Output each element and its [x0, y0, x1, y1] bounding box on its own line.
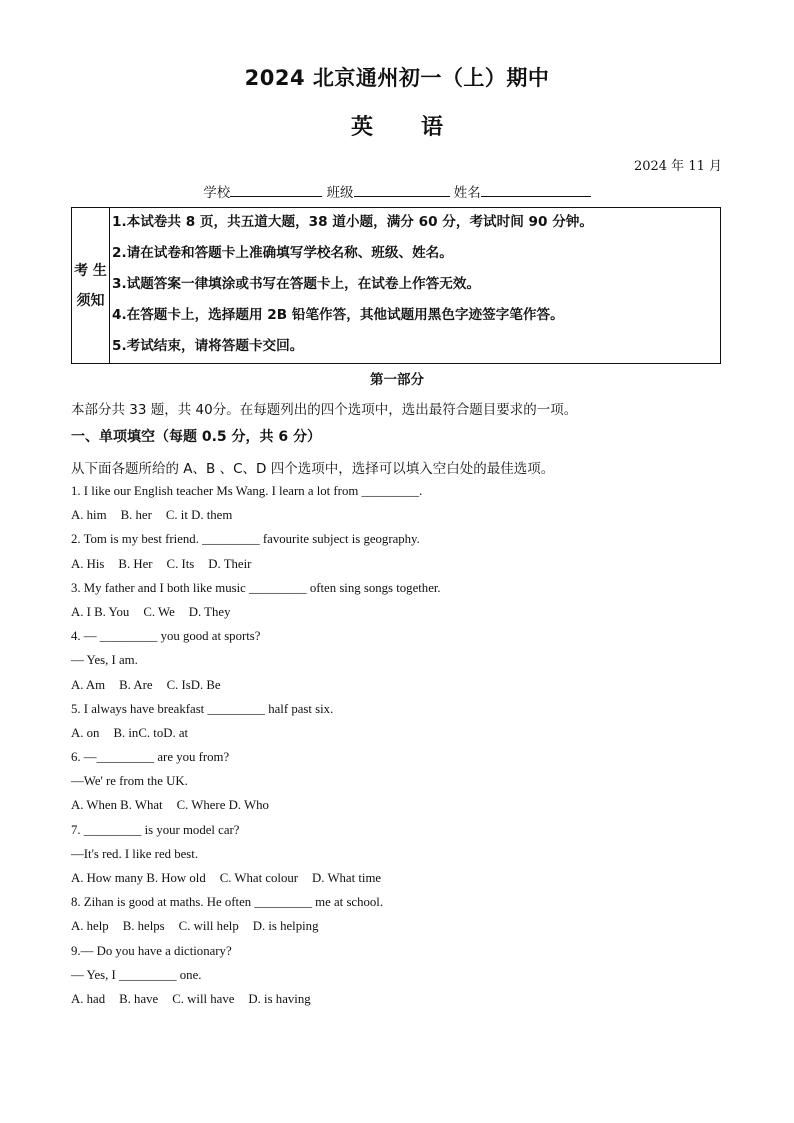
answer-option: B. helps — [122, 919, 165, 934]
question-stem: 1. I like our English teacher Ms Wang. I learn a lot from _________. — [71, 484, 423, 498]
question-list — [71, 481, 721, 1013]
question-options — [71, 505, 721, 529]
student-info-line — [0, 181, 794, 201]
answer-option: A. I B. You — [71, 604, 130, 619]
question-options — [71, 675, 721, 699]
name-blank — [481, 182, 591, 197]
question-options — [71, 602, 721, 626]
question-options — [71, 989, 721, 1013]
section-instruction: 从下面各题所给的 A、B 、C、D 四个选项中，选择可以填入空白处的最佳选项。 — [71, 461, 555, 477]
notice-item: 2.请在试卷和答题卡上准确填写学校名称、班级、姓名。 — [112, 245, 453, 261]
answer-option: C. Where D. Who — [176, 798, 269, 813]
question-dialogue-line: — Yes, I _________ one. — [71, 967, 202, 982]
answer-option: D. is having — [248, 991, 311, 1006]
question-options — [71, 554, 721, 578]
name-label: 姓名 — [453, 185, 481, 201]
subject-char-1: 英 — [350, 115, 373, 140]
class-blank — [354, 182, 450, 197]
answer-option: D. Their — [208, 556, 252, 571]
exam-notice-box — [71, 207, 721, 364]
question-stem: 5. I always have breakfast _________ half past six. — [71, 701, 334, 716]
question-options — [71, 868, 721, 892]
answer-option: C. Its — [166, 556, 195, 571]
question-stem: 4. — _________ you good at sports? — [71, 629, 261, 644]
subject-char-2: 语 — [421, 115, 444, 140]
notice-list — [112, 208, 720, 363]
part-intro: 本部分共 33 题，共 40分。在每题列出的四个选项中，选出最符合题目要求的一项。 — [71, 402, 578, 418]
question-dialogue-line: — Yes, I am. — [71, 653, 138, 668]
answer-option: A. on — [71, 725, 100, 740]
subject-title — [0, 110, 794, 141]
answer-option: D. is helping — [252, 919, 319, 934]
answer-option: A. him — [71, 508, 107, 523]
answer-option: A. When B. What — [71, 798, 163, 813]
notice-label — [72, 208, 110, 363]
answer-option: C. will have — [172, 991, 235, 1006]
question-stem: 7. _________ is your model car? — [71, 822, 240, 837]
class-label: 班级 — [326, 185, 354, 201]
part-title: 第一部分 — [370, 372, 424, 388]
answer-option: C. will help — [178, 919, 239, 934]
answer-option: B. Her — [118, 556, 153, 571]
notice-item: 4.在答题卡上，选择题用 2B 铅笔作答，其他试题用黑色字迹签字笔作答。 — [112, 307, 564, 323]
answer-option: A. His — [71, 556, 105, 571]
question-options — [71, 795, 721, 819]
question-stem: 3. My father and I both like music _________ often sing songs together. — [71, 580, 441, 595]
question-options — [71, 723, 721, 747]
notice-label-line1: 考 生 — [74, 262, 107, 279]
notice-item: 3.试题答案一律填涂或书写在答题卡上，在试卷上作答无效。 — [112, 276, 481, 292]
section-title: 一、单项填空（每题 0.5 分，共 6 分） — [71, 429, 322, 445]
notice-item: 5.考试结束，请将答题卡交回。 — [112, 338, 304, 354]
answer-option: C. What colour — [219, 871, 299, 885]
question-dialogue-line: —We' re from the UK. — [71, 774, 188, 789]
answer-option: C. it D. them — [165, 508, 233, 523]
answer-option: C. IsD. Be — [166, 677, 221, 692]
answer-option: D. What time — [312, 871, 382, 885]
question-stem: 6. —_________ are you from? — [71, 750, 230, 765]
answer-option: B. have — [119, 991, 159, 1006]
answer-option: B. inC. toD. at — [113, 725, 189, 740]
notice-item: 1.本试卷共 8 页，共五道大题，38 道小题，满分 60 分，考试时间 90 分钟。 — [112, 214, 593, 230]
answer-option: A. Am — [71, 677, 106, 692]
answer-option: A. How many B. How old — [71, 871, 206, 885]
question-stem: 8. Zihan is good at maths. He often _________ me at school. — [71, 895, 384, 910]
question-stem: 2. Tom is my best friend. _________ favourite subject is geography. — [71, 532, 420, 547]
answer-option: D. They — [188, 604, 231, 619]
notice-label-line2: 须知 — [76, 292, 105, 309]
answer-option: B. Are — [119, 677, 153, 692]
question-dialogue-line: —It's red. I like red best. — [71, 846, 199, 861]
answer-option: C. We — [143, 604, 175, 619]
school-blank — [230, 182, 322, 197]
exam-date: 2024 年 11 月 — [633, 159, 722, 174]
exam-title: 2024 北京通州初一（上）期中 — [244, 66, 550, 90]
answer-option: B. her — [120, 508, 152, 523]
answer-option: A. help — [71, 919, 109, 934]
answer-option: A. had — [71, 991, 106, 1006]
question-stem: 9.— Do you have a dictionary? — [71, 943, 232, 958]
school-label: 学校 — [203, 185, 231, 201]
question-options — [71, 916, 721, 940]
